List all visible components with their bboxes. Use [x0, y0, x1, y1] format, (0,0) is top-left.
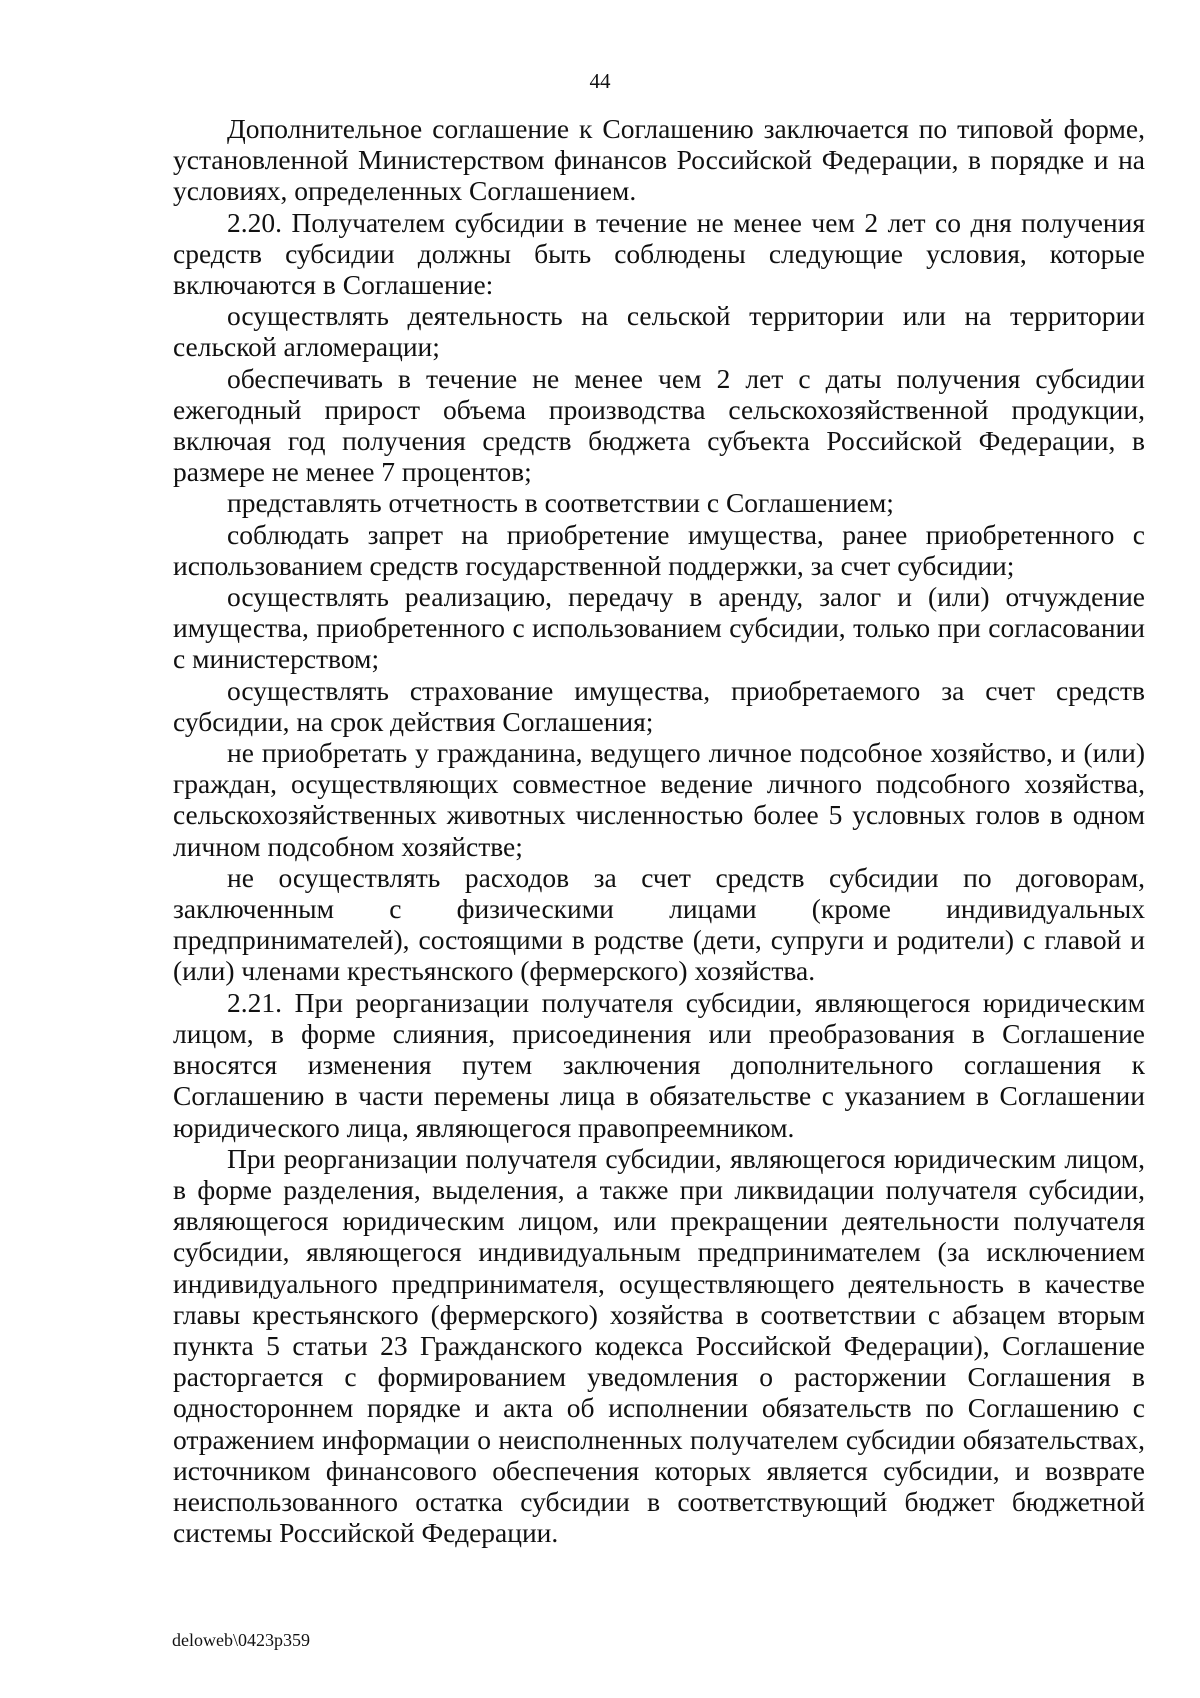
paragraph: 2.21. При реорганизации получателя субсидии, являющегося юридическим лицом, в форме слияния, присоединения или преобразования в Соглашение вносятся изменения путем заключения дополнительного соглашения к Соглашению в части перемены лица в обязательстве с указанием в Соглашении юридического лица, являющегося правопреемником. [173, 986, 1145, 1143]
paragraph: соблюдать запрет на приобретение имущества, ранее приобретенного с использованием средств государственной поддержки, за счет субсидии; [173, 518, 1145, 581]
paragraph: При реорганизации получателя субсидии, являющегося юридическим лицом, в форме разделения, выделения, а также при ликвидации получателя субсидии, являющегося юридическим лицом, или прекращении деятельности получателя субсидии, являющегося индивидуальным предпринимателем (за исключением индивидуального предпринимателя, осуществляющего деятельность в качестве главы крестьянского (фермерского) хозяйства в соответствии с абзацем вторым пункта 5 статьи 23 Гражданского кодекса Российской Федерации), Соглашение расторгается с формированием уведомления о расторжении Соглашения в одностороннем порядке и акта об исполнении обязательств по Соглашению с отражением информации о неисполненных получателем субсидии обязательствах, источником финансового обеспечения которых является субсидии, и возврате неиспользованного остатка субсидии в соответствующий бюджет бюджетной системы Российской Федерации. [173, 1142, 1145, 1549]
paragraph: не приобретать у гражданина, ведущего личное подсобное хозяйство, и (или) граждан, осуществляющих совместное ведение личного подсобного хозяйства, сельскохозяйственных животных численностью более 5 условных голов в одном личном подсобном хозяйстве; [173, 737, 1145, 862]
paragraph: не осуществлять расходов за счет средств субсидии по договорам, заключенным с физическими лицами (кроме индивидуальных предпринимателей), состоящими в родстве (дети, супруги и родители) с главой и (или) членами крестьянского (фермерского) хозяйства. [173, 861, 1145, 987]
paragraph: обеспечивать в течение не менее чем 2 лет с даты получения субсидии ежегодный прирост объема производства сельскохозяйственной продукции, включая год получения средств бюджета субъекта Российской Федерации, в размере не менее 7 процентов; [173, 362, 1145, 488]
paragraph: осуществлять страхование имущества, приобретаемого за счет средств субсидии, на срок действия Соглашения; [173, 674, 1145, 737]
paragraph: Дополнительное соглашение к Соглашению заключается по типовой форме, установленной Министерством финансов Российской Федерации, в порядке и на условиях, определенных Соглашением. [173, 113, 1145, 207]
paragraph: осуществлять реализацию, передачу в аренду, залог и (или) отчуждение имущества, приобретенного с использованием субсидии, только при согласовании с министерством; [173, 581, 1145, 675]
page-number: 44 [589, 69, 611, 93]
paragraph: представлять отчетность в соответствии с Соглашением; [227, 487, 894, 519]
document-footer-code: deloweb\0423p359 [172, 1630, 310, 1650]
paragraph: 2.20. Получателем субсидии в течение не менее чем 2 лет со дня получения средств субсидии должны быть соблюдены следующие условия, которые включаются в Соглашение: [173, 206, 1145, 301]
paragraph: осуществлять деятельность на сельской территории или на территории сельской агломерации; [173, 300, 1145, 363]
document-body [173, 113, 1145, 1548]
